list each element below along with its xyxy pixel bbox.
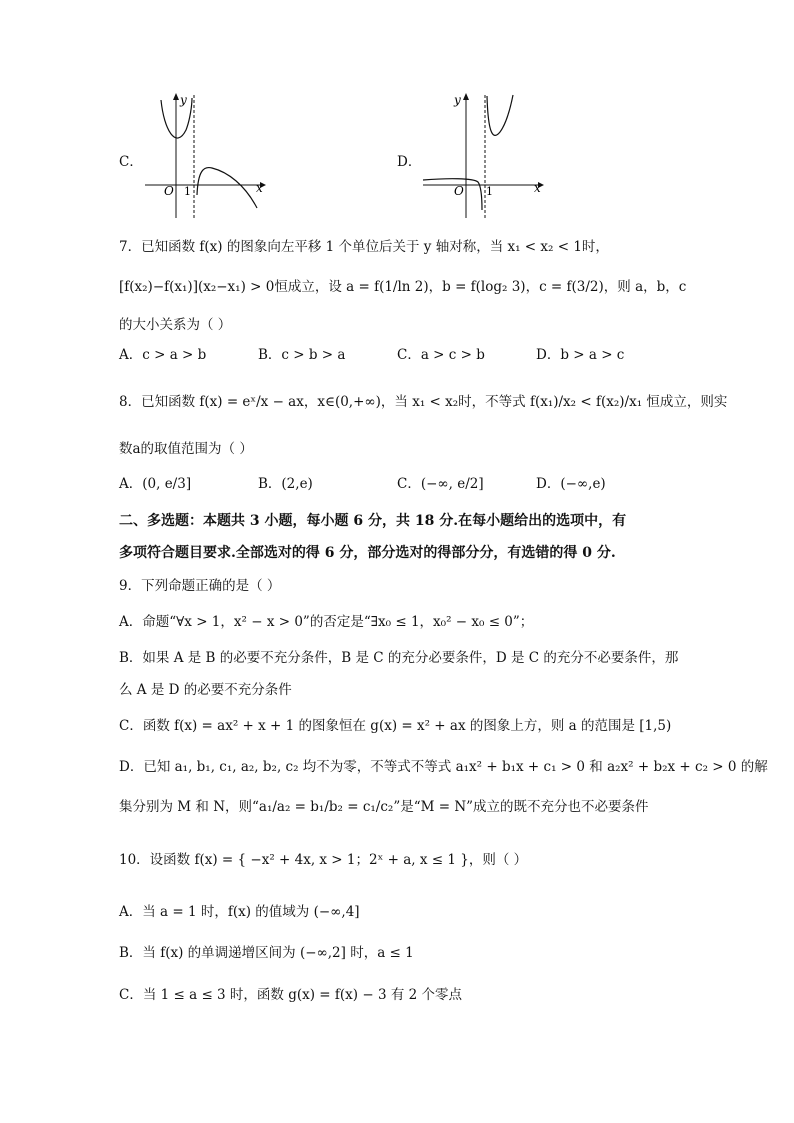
q10-stem: 10．设函数 f(x) = { −x² + 4x, x > 1；2ˣ + a, x ≤ 1 }，则（ ） xyxy=(119,852,528,868)
q7-line2: [f(x₂)−f(x₁)](x₂−x₁) > 0恒成立，设 a = f(1/ln 2)，b = f(log₂ 3)，c = f(3/2)，则 a，b，c xyxy=(119,279,687,295)
q8-line2: 数a的取值范围为（ ） xyxy=(119,441,253,457)
q9-option-b-line1: B．如果 A 是 B 的必要不充分条件，B 是 C 的充分必要条件，D 是 C 的充分不必要条件，那 xyxy=(119,650,679,666)
q8-option-c: C．(−∞, e/2] xyxy=(397,476,484,492)
option-c-label: C． xyxy=(119,154,143,170)
q7-option-b: B．c > b > a xyxy=(258,347,346,363)
q8-option-a: A．(0, e/3] xyxy=(119,476,192,492)
q7-option-d: D．b > a > c xyxy=(536,347,625,363)
graph-d xyxy=(418,90,548,222)
q10-option-b: B．当 f(x) 的单调递增区间为 (−∞,2] 时，a ≤ 1 xyxy=(119,945,414,961)
curve-right xyxy=(487,95,513,135)
q9-option-c: C．函数 f(x) = ax² + x + 1 的图象恒在 g(x) = x² + ax 的图象上方，则 a 的范围是 [1,5) xyxy=(119,718,672,734)
section2-line2: 多项符合题目要求.全部选对的得 6 分，部分选对的得部分分，有选错的得 0 分. xyxy=(119,545,616,561)
y-label: y xyxy=(180,93,187,107)
tick-label: 1 xyxy=(486,185,493,198)
q7-line1: 7．已知函数 f(x) 的图象向左平移 1 个单位后关于 y 轴对称，当 x₁ < x₂ < 1时， xyxy=(119,239,609,255)
y-axis-arrow xyxy=(463,93,469,100)
q9-option-d-line2: 集分别为 M 和 N，则“a₁/a₂ = b₁/b₂ = c₁/c₂”是“M = N”成立的既不充分也不必要条件 xyxy=(119,799,649,815)
origin-label: O xyxy=(454,184,464,198)
option-d-label: D． xyxy=(397,154,422,170)
q7-option-a: A．c > a > b xyxy=(119,347,207,363)
section2-line1: 二、多选题：本题共 3 小题，每小题 6 分，共 18 分.在每小题给出的选项中，有 xyxy=(119,513,627,529)
q7-option-c: C．a > c > b xyxy=(397,347,485,363)
q8-option-b: B．(2,e) xyxy=(258,476,313,492)
origin-label: O xyxy=(164,184,174,198)
x-label: x xyxy=(534,181,541,195)
x-label: x xyxy=(256,181,263,195)
q10-option-a: A．当 a = 1 时，f(x) 的值域为 (−∞,4] xyxy=(119,904,360,920)
graph-c xyxy=(140,90,270,222)
curve-right xyxy=(197,168,257,208)
y-axis-arrow xyxy=(173,93,179,100)
q8-line1: 8．已知函数 f(x) = eˣ/x − ax，x∈(0,+∞)，当 x₁ < x₂时，不等式 f(x₁)/x₂ < f(x₂)/x₁ 恒成立，则实 xyxy=(119,394,728,410)
q7-line3: 的大小关系为（ ） xyxy=(119,317,232,333)
tick-label: 1 xyxy=(184,185,191,198)
q9-option-a: A．命题“∀x > 1，x² − x > 0”的否定是“∃x₀ ≤ 1，x₀² − x₀ ≤ 0”； xyxy=(119,614,534,630)
y-label: y xyxy=(454,93,461,107)
q9-option-d-line1: D．已知 a₁, b₁, c₁, a₂, b₂, c₂ 均不为零，不等式不等式 a₁x² + b₁x + c₁ > 0 和 a₂x² + b₂x + c₂ > 0 的解 xyxy=(119,759,768,775)
q8-option-d: D．(−∞,e) xyxy=(536,476,606,492)
q9-option-b-line2: 么 A 是 D 的必要不充分条件 xyxy=(119,682,292,698)
q9-stem: 9．下列命题正确的是（ ） xyxy=(119,578,281,594)
curve-left xyxy=(423,179,482,210)
q10-option-c: C．当 1 ≤ a ≤ 3 时，函数 g(x) = f(x) − 3 有 2 个零点 xyxy=(119,987,462,1003)
